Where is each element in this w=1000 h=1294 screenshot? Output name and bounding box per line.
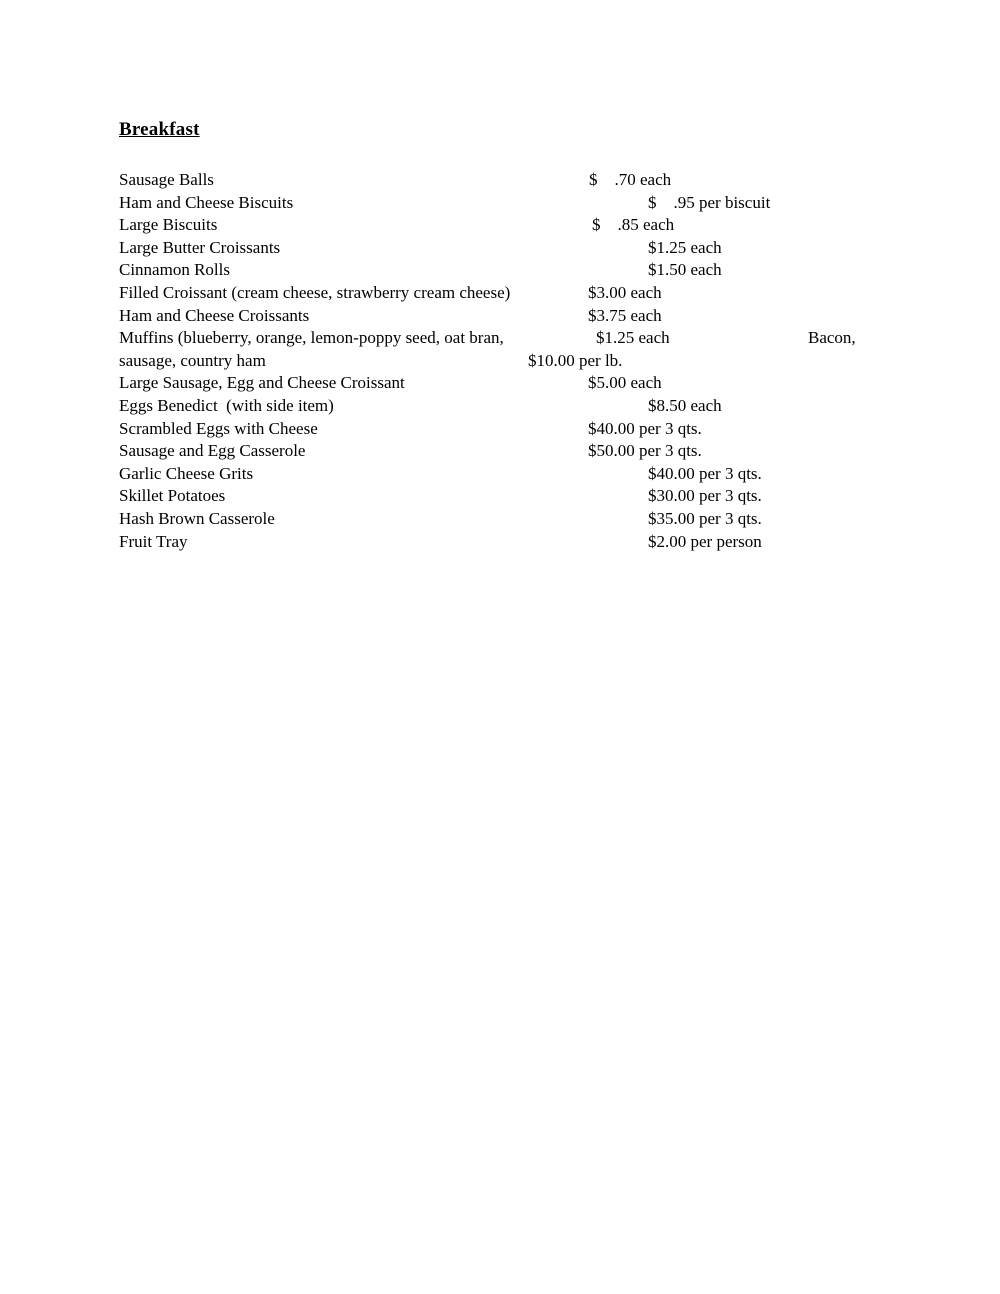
menu-line — [0, 169, 1000, 192]
item-price: $50.00 per 3 qts. — [588, 441, 702, 461]
menu-line — [0, 259, 1000, 282]
item-price: $1.25 each — [648, 237, 722, 257]
item-price: $ .95 per biscuit — [648, 192, 771, 212]
item-price: $40.00 per 3 qts. — [588, 418, 702, 438]
item-price: $1.50 each — [648, 260, 722, 280]
item-price: $8.50 each — [648, 395, 722, 415]
item-name: Large Biscuits — [119, 215, 218, 235]
menu-line — [0, 440, 1000, 463]
item-price: $1.25 each — [596, 328, 670, 348]
item-name: Cinnamon Rolls — [119, 260, 230, 280]
page-title: Breakfast — [119, 119, 200, 140]
item-price: $3.00 each — [588, 282, 662, 302]
menu-line — [0, 305, 1000, 328]
menu-line — [0, 485, 1000, 508]
item-name: Garlic Cheese Grits — [119, 463, 254, 483]
menu-line — [0, 192, 1000, 215]
menu-line — [0, 282, 1000, 305]
item-name: Muffins (blueberry, orange, lemon-poppy seed, oat bran, — [119, 328, 504, 348]
menu-line — [0, 214, 1000, 237]
item-price: $35.00 per 3 qts. — [648, 508, 762, 528]
item-price: $3.75 each — [588, 305, 662, 325]
item-name: Sausage Balls — [119, 170, 214, 189]
menu-line — [0, 395, 1000, 418]
item-price: $5.00 each — [588, 373, 662, 393]
item-price: $30.00 per 3 qts. — [648, 486, 762, 506]
item-name: Skillet Potatoes — [119, 486, 226, 506]
menu-line — [0, 463, 1000, 486]
menu-line — [0, 237, 1000, 260]
menu-line — [0, 350, 1000, 373]
menu-line — [0, 418, 1000, 441]
item-price: $2.00 per person — [648, 531, 762, 551]
item-name: Ham and Cheese Croissants — [119, 305, 310, 325]
item-name: Eggs Benedict (with side item) — [119, 395, 334, 415]
item-name: Filled Croissant (cream cheese, strawberry cream cheese) — [119, 282, 511, 302]
item-name: Sausage and Egg Casserole — [119, 441, 306, 461]
item-name: Ham and Cheese Biscuits — [119, 192, 294, 212]
menu-list — [0, 169, 1000, 553]
item-name: Large Butter Croissants — [119, 237, 281, 257]
menu-line — [0, 327, 1000, 350]
menu-line — [0, 531, 1000, 554]
item-note: Bacon, — [808, 328, 856, 348]
menu-line — [0, 372, 1000, 395]
item-price: $40.00 per 3 qts. — [648, 463, 762, 483]
item-price: $10.00 per lb. — [528, 350, 623, 370]
item-price: $ .70 each — [589, 170, 672, 189]
item-name: Scrambled Eggs with Cheese — [119, 418, 318, 438]
item-price: $ .85 each — [592, 215, 675, 235]
item-name: Fruit Tray — [119, 531, 188, 551]
item-name: Hash Brown Casserole — [119, 508, 275, 528]
item-name: Large Sausage, Egg and Cheese Croissant — [119, 373, 405, 393]
menu-line — [0, 508, 1000, 531]
item-name: sausage, country ham — [119, 350, 266, 370]
